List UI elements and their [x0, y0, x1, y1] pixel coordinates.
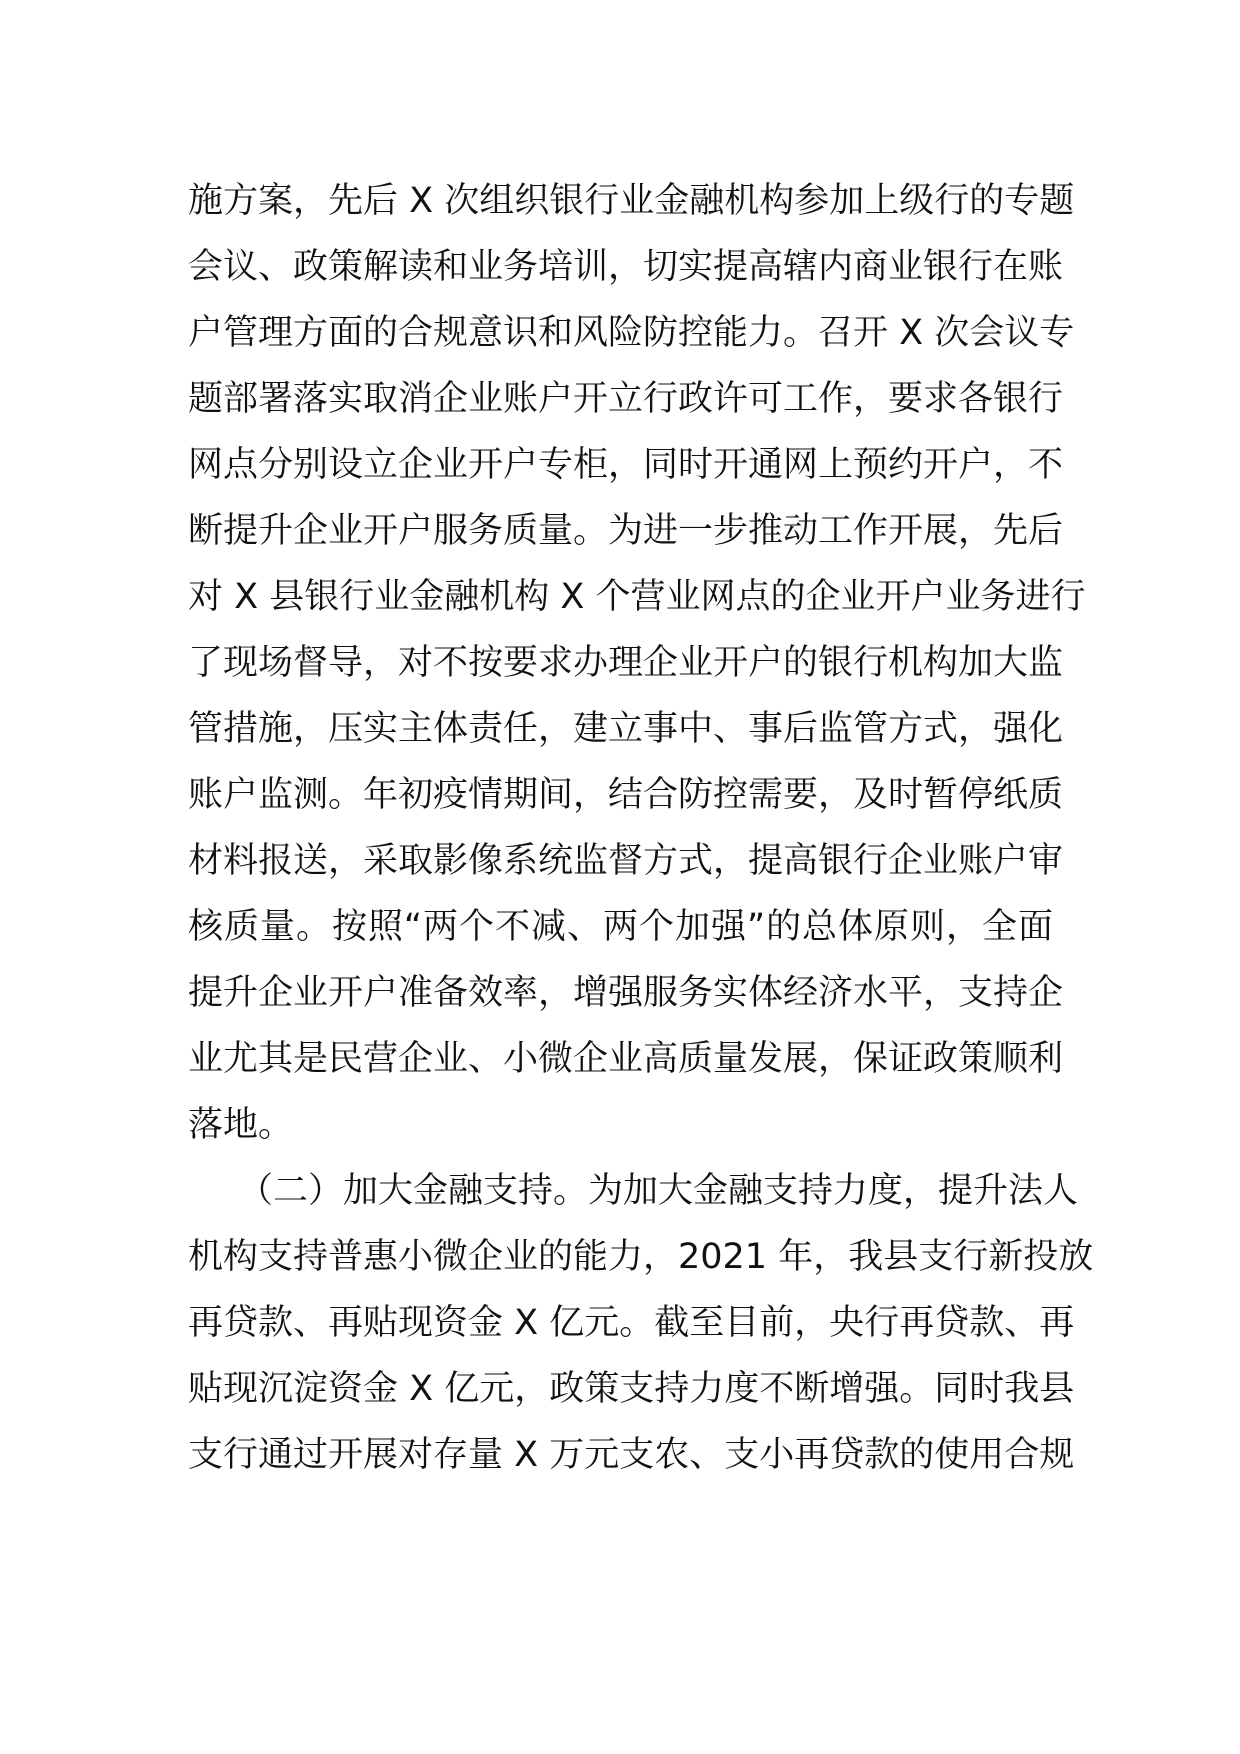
text-line: 再贷款、再贴现资金 X 亿元。截至目前，央行再贷款、再: [188, 1303, 1075, 1343]
text-line: 户管理方面的合规意识和风险防控能力。召开 X 次会议专: [188, 313, 1075, 353]
text-line: 网点分别设立企业开户专柜，同时开通网上预约开户，不: [188, 445, 1064, 485]
text-line: 施方案，先后 X 次组织银行业金融机构参加上级行的专题: [188, 181, 1075, 221]
paragraph-account-management: [188, 168, 1086, 1158]
text-line: 支行通过开展对存量 X 万元支农、支小再贷款的使用合规: [188, 1435, 1075, 1475]
text-line-heading: （二）加大金融支持。为加大金融支持力度，提升法人: [238, 1171, 1079, 1211]
text-line: 提升企业开户准备效率，增强服务实体经济水平，支持企: [188, 973, 1064, 1013]
text-line: 题部署落实取消企业账户开立行政许可工作，要求各银行: [188, 379, 1064, 419]
text-line: 材料报送，采取影像系统监督方式，提高银行企业账户审: [188, 841, 1064, 881]
text-line: 贴现沉淀资金 X 亿元，政策支持力度不断增强。同时我县: [188, 1369, 1075, 1409]
text-line: 了现场督导，对不按要求办理企业开户的银行机构加大监: [188, 643, 1064, 683]
text-line: 管措施，压实主体责任，建立事中、事后监管方式，强化: [188, 709, 1064, 749]
text-line: 会议、政策解读和业务培训，切实提高辖内商业银行在账: [188, 247, 1064, 287]
text-line: 断提升企业开户服务质量。为进一步推动工作开展，先后: [188, 511, 1064, 551]
text-line: 机构支持普惠小微企业的能力，2021 年，我县支行新投放: [188, 1237, 1094, 1277]
text-line: 对 X 县银行业金融机构 X 个营业网点的企业开户业务进行: [188, 577, 1086, 617]
text-line: 业尤其是民营企业、小微企业高质量发展，保证政策顺利: [188, 1039, 1064, 1079]
text-line: 账户监测。年初疫情期间，结合防控需要，及时暂停纸质: [188, 775, 1064, 815]
document-page: [188, 168, 1094, 1488]
paragraph-financial-support: [188, 1158, 1094, 1488]
text-line: 落地。: [188, 1105, 294, 1145]
text-line: 核质量。按照“两个不减、两个加强”的总体原则，全面: [188, 907, 1053, 947]
